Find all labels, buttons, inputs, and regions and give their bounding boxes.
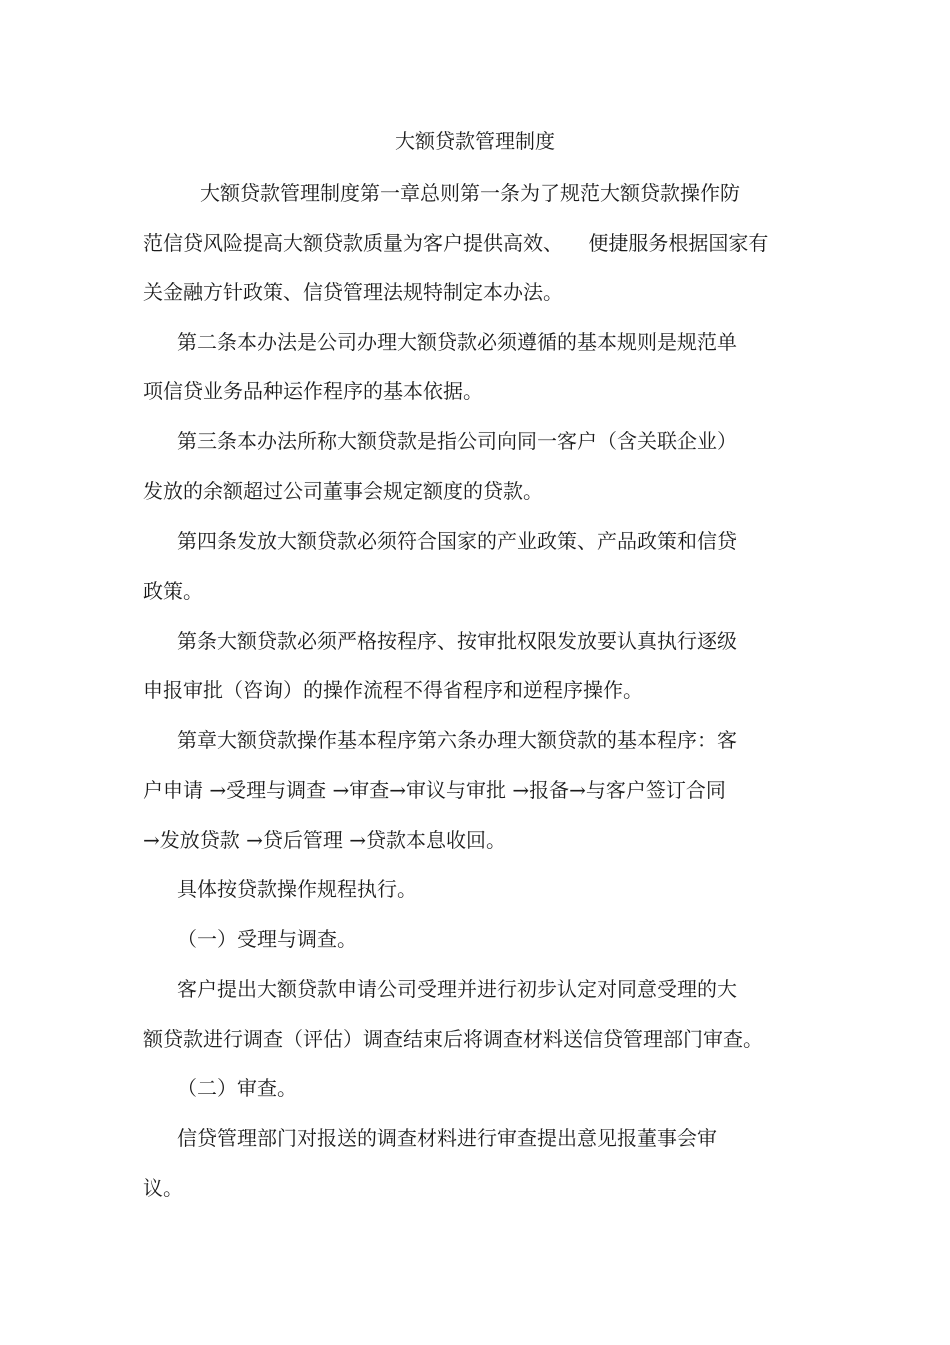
- text-line: 第二条本办法是公司办理大额贷款必须遵循的基本规则是规范单: [177, 330, 737, 354]
- text-line: （二）审查。: [177, 1076, 297, 1100]
- text-line: 第三条本办法所称大额贷款是指公司向同一客户（含关联企业）: [177, 429, 737, 453]
- text-line: 第四条发放大额贷款必须符合国家的产业政策、产品政策和信贷: [177, 529, 737, 553]
- text-line: 政策。: [143, 579, 203, 603]
- text-line: 范信贷风险提高大额贷款质量为客户提供高效、 便捷服务根据国家有: [143, 231, 769, 255]
- text-line: 户申请 →受理与调查 →审查→审议与审批 →报备→与客户签订合同: [143, 778, 726, 802]
- text-line: （一）受理与调查。: [177, 927, 357, 951]
- text-line: 申报审批（咨询）的操作流程不得省程序和逆程序操作。: [143, 678, 643, 702]
- text-line: 第章大额贷款操作基本程序第六条办理大额贷款的基本程序：客: [177, 728, 737, 752]
- document-title: 大额贷款管理制度: [395, 129, 555, 153]
- text-line: 关金融方针政策、信贷管理法规特制定本办法。: [143, 280, 563, 304]
- text-line: 发放的余额超过公司董事会规定额度的贷款。: [143, 479, 543, 503]
- text-line: 信贷管理部门对报送的调查材料进行审查提出意见报董事会审: [177, 1126, 717, 1150]
- text-line: 客户提出大额贷款申请公司受理并进行初步认定对同意受理的大: [177, 977, 737, 1001]
- text-line: →发放贷款 →贷后管理 →贷款本息收回。: [143, 828, 506, 852]
- text-line: 具体按贷款操作规程执行。: [177, 877, 417, 901]
- text-line: 第条大额贷款必须严格按程序、按审批权限发放要认真执行逐级: [177, 629, 737, 653]
- text-line: 大额贷款管理制度第一章总则第一条为了规范大额贷款操作防: [200, 181, 740, 205]
- text-line: 议。: [143, 1176, 183, 1200]
- text-line: 额贷款进行调查（评估）调查结束后将调查材料送信贷管理部门审查。: [143, 1027, 763, 1051]
- text-line: 项信贷业务品种运作程序的基本依据。: [143, 379, 483, 403]
